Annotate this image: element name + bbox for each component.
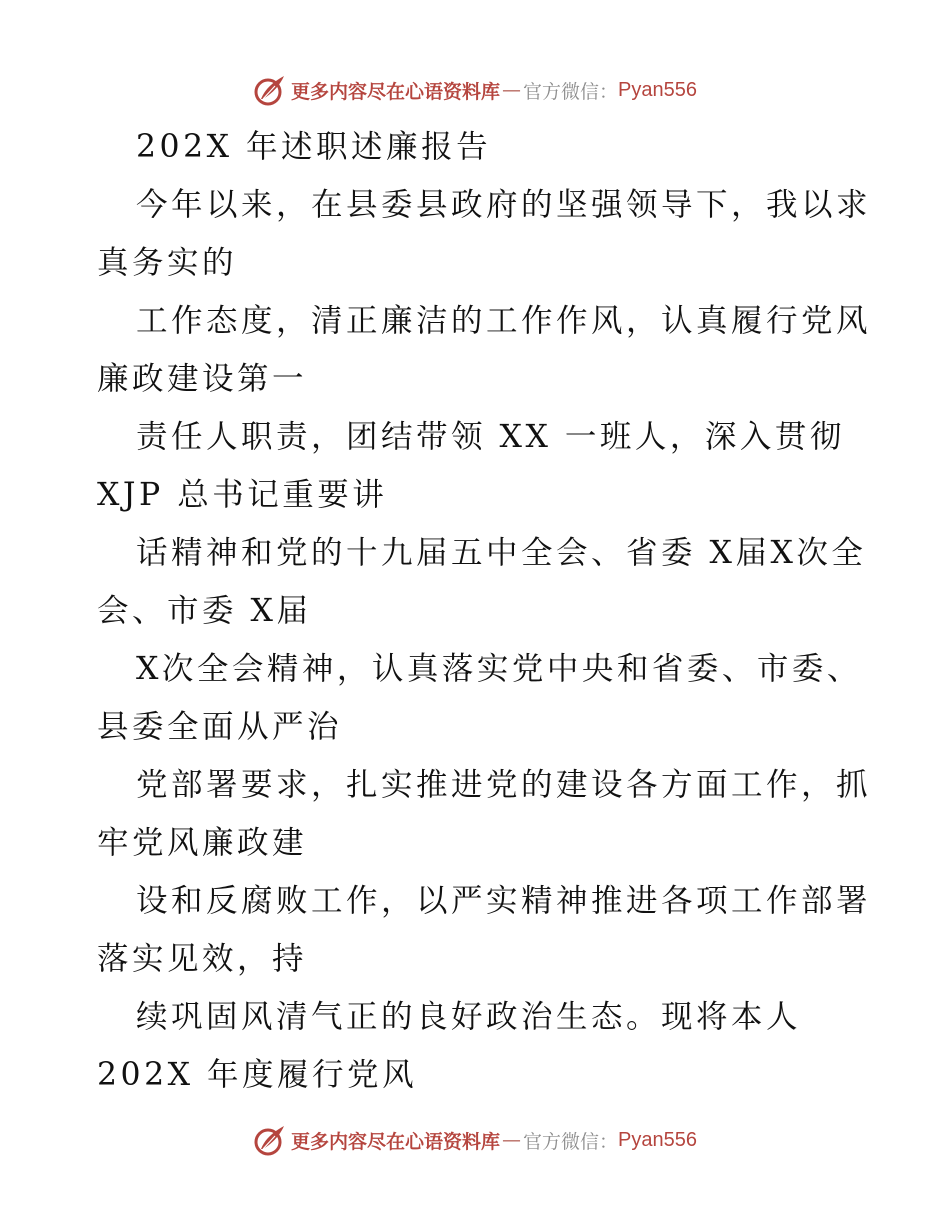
body-line: 廉政建设第一 <box>97 361 308 397</box>
body-line: 今年以来，在县委县政府的坚强领导下，我以求 <box>136 187 872 223</box>
body-line: XJP 总书记重要讲 <box>97 477 388 513</box>
body-line: 工作态度，清正廉洁的工作作风，认真履行党风 <box>136 303 872 339</box>
body-line: 续巩固风清气正的良好政治生态。现将本人 <box>136 999 802 1035</box>
watermark-wechat-label: 官方微信： <box>523 1130 619 1153</box>
body-line: 话精神和党的十九届五中全会、省委 X届X次全 <box>136 535 867 571</box>
document-title: 202X 年述职述廉报告 <box>136 129 492 165</box>
body-line: 县委全面从严治 <box>97 709 343 745</box>
watermark-wechat-id: Pyan556 <box>618 78 697 101</box>
body-line: 202X 年度履行党风 <box>97 1057 418 1093</box>
body-line: 真务实的 <box>97 245 238 281</box>
body-line: 党部署要求，扎实推进党的建设各方面工作，抓 <box>136 767 872 803</box>
document-body <box>97 118 872 1104</box>
body-line: X次全会精神，认真落实党中央和省委、市委、 <box>136 651 862 687</box>
watermark-wechat-id: Pyan556 <box>618 1128 697 1151</box>
body-line: 会、市委 X届 <box>97 593 312 629</box>
body-line: 设和反腐败工作，以严实精神推进各项工作部署 <box>136 883 872 919</box>
body-line: 责任人职责，团结带领 XX 一班人，深入贯彻 <box>136 419 845 455</box>
footer-watermark <box>0 1120 950 1160</box>
watermark-dash: — <box>502 79 522 101</box>
quill-logo-icon <box>253 73 287 107</box>
watermark-site-text: 更多内容尽在心语资料库 <box>291 1130 501 1153</box>
watermark-wechat-label: 官方微信： <box>523 80 619 103</box>
body-line: 落实见效，持 <box>97 941 308 977</box>
watermark-site-text: 更多内容尽在心语资料库 <box>291 80 501 103</box>
body-line: 牢党风廉政建 <box>97 825 308 861</box>
quill-logo-icon <box>253 1123 287 1157</box>
watermark-dash: — <box>502 1129 522 1151</box>
header-watermark <box>0 70 950 110</box>
